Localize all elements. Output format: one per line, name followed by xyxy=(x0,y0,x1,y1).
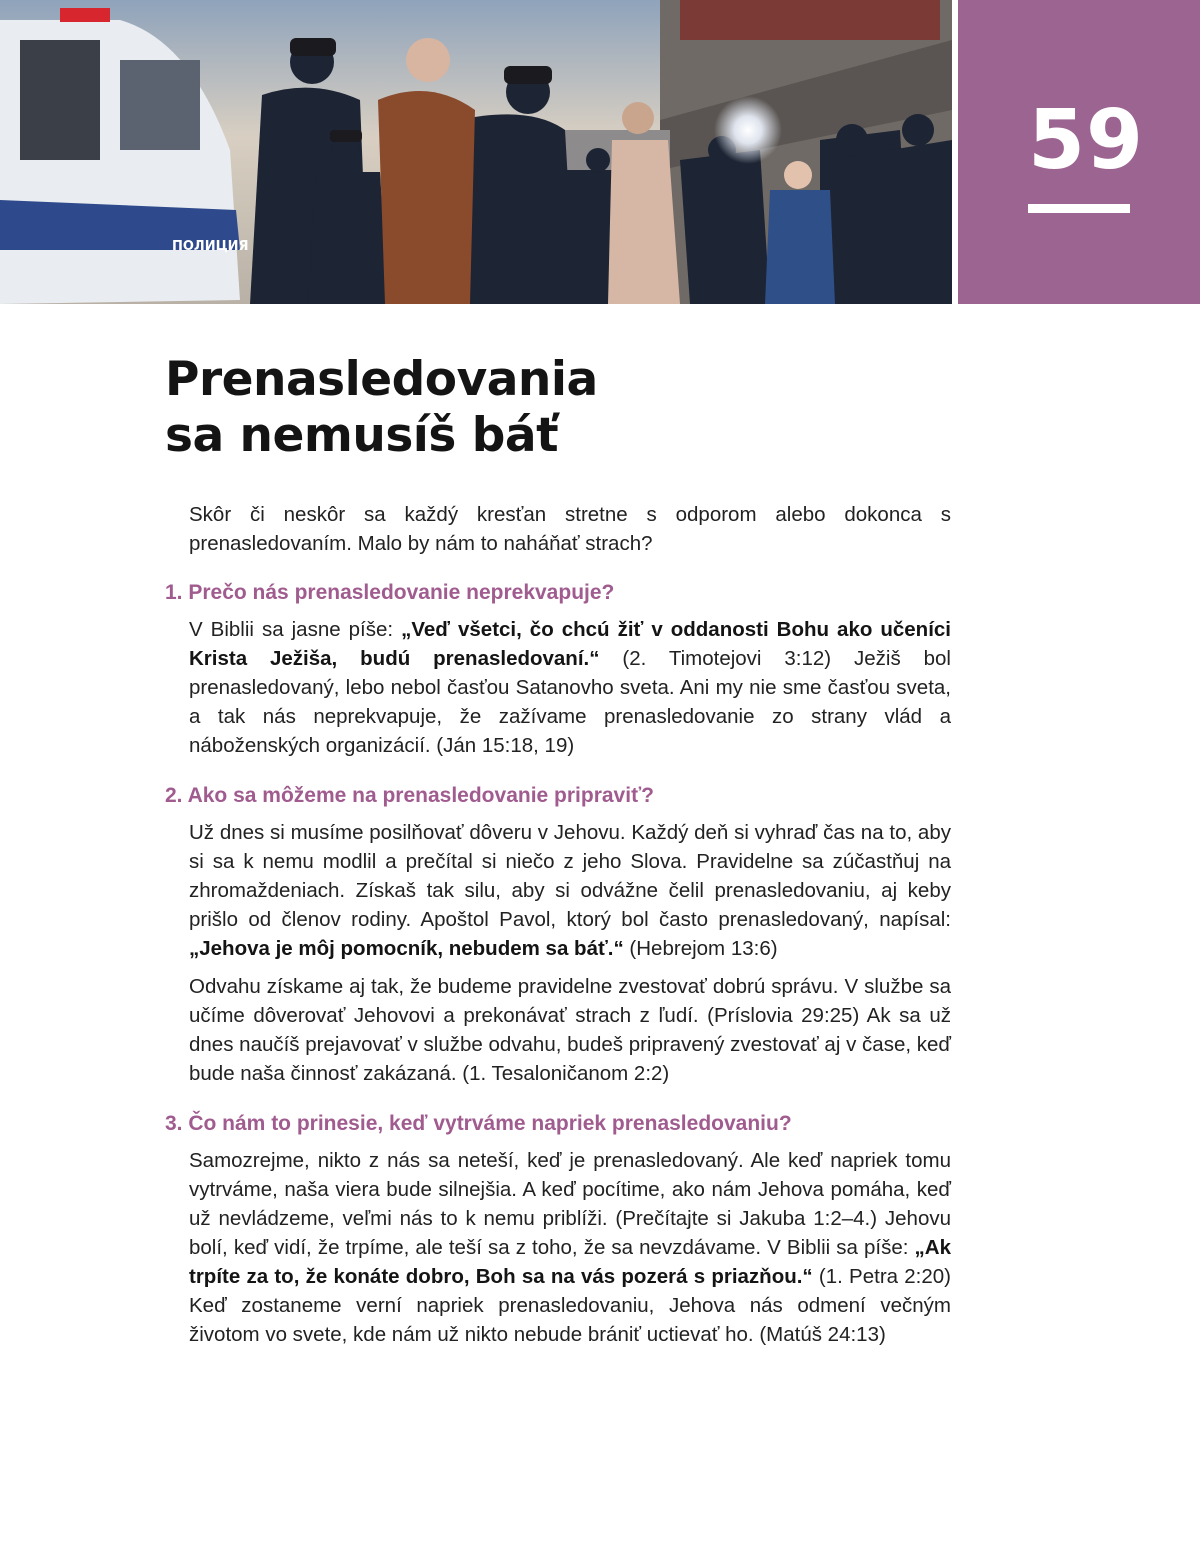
answer-3-text-a: Samozrejme, nikto z nás sa neteší, keď je prenasledovaný. Ale keď napriek tomu vytrváme, naša viera bude silnejšia. A keď pocítime, ako nám Jehova pomáha, keď už nevládzeme, veľmi nás to k nemu priblíži. (Prečítajte si Jakuba 1:2–4.) Jehovu bolí, keď vidí, že trpíme, ale teší sa z toho, že sa nevzdávame. V Biblii sa píše: xyxy=(189,1149,951,1259)
lesson-number: 59 xyxy=(1028,93,1145,188)
answer-3-quote: „Ak trpíte za to, že konáte dobro, Boh sa na vás pozerá s priazňou.“ xyxy=(189,1236,951,1288)
header-photo xyxy=(0,0,952,304)
lesson-number-rule xyxy=(1028,204,1130,213)
answer-3-text-b: (1. Petra 2:20) Keď zostaneme verní napriek prenasledovaniu, Jehova nás odmení večným životom vo svete, kde nám už nikto nebude brániť uctievať ho. (Matúš 24:13) xyxy=(189,1265,951,1346)
question-3: 3. Čo nám to prinesie, keď vytrváme napriek prenasledovaniu? xyxy=(165,1112,792,1135)
intro-paragraph: Skôr či neskôr sa každý kresťan stretne s odporom alebo dokonca s prenasledovaním. Malo by nám to naháňať strach? xyxy=(189,503,951,555)
answer-2-text-a: Už dnes si musíme posilňovať dôveru v Jehovu. Každý deň si vyhraď čas na to, aby si sa k nemu modlil a prečítal si niečo z jeho Slova. Pravidelne sa zúčastňuj na zhromaždeniach. Získaš tak silu, aby si odvážne čelil prenasledovaniu, aj keby prišlo od členov rodiny. Apoštol Pavol, ktorý bol často prenasledovaný, napísal: xyxy=(189,821,951,931)
answer-2-text-b: (Hebrejom 13:6) xyxy=(623,937,778,960)
van-label: ПОЛИЦИЯ xyxy=(172,239,249,254)
title-line-2: sa nemusíš báť xyxy=(165,408,559,463)
answer-1-text-b: (2. Timotejovi 3:12) Ježiš bol prenasledovaný, lebo nebol časťou Satanovho sveta. Ani my nie sme časťou sveta, a tak nás neprekvapuje, že zažívame prenasledovanie zo strany vlád a náboženských organizácií. (Ján 15:18, 19) xyxy=(189,647,951,757)
lesson-number-block xyxy=(958,0,1200,304)
lesson-content xyxy=(165,500,951,1349)
answer-3-paragraph xyxy=(189,1146,951,1349)
answer-1-text-a: V Biblii sa jasne píše: xyxy=(189,618,402,641)
question-2: 2. Ako sa môžeme na prenasledovanie pripraviť? xyxy=(165,784,654,807)
answer-1-quote: „Veď všetci, čo chcú žiť v oddanosti Bohu ako učeníci Krista Ježiša, budú prenasledovaní.“ xyxy=(189,618,952,670)
question-1: 1. Prečo nás prenasledovanie neprekvapuje? xyxy=(165,581,615,604)
answer-2-paragraph-1 xyxy=(189,818,951,963)
photo-scene xyxy=(0,0,952,304)
answer-2-quote: „Jehova je môj pomocník, nebudem sa báť.“ xyxy=(189,937,624,960)
answer-2-paragraph-2: Odvahu získame aj tak, že budeme pravidelne zvestovať dobrú správu. V službe sa učíme dôverovať Jehovovi a prekonávať strach z ľudí. (Príslovia 29:25) Ak sa už dnes naučíš prejavovať v službe odvahu, budeš pripravený zvestovať aj v čase, keď bude naša činnosť zakázaná. (1. Tesaloničanom 2:2) xyxy=(189,975,951,1085)
title-line-1: Prenasledovania xyxy=(165,352,598,407)
answer-1-paragraph xyxy=(189,615,951,760)
page-title xyxy=(165,352,598,464)
